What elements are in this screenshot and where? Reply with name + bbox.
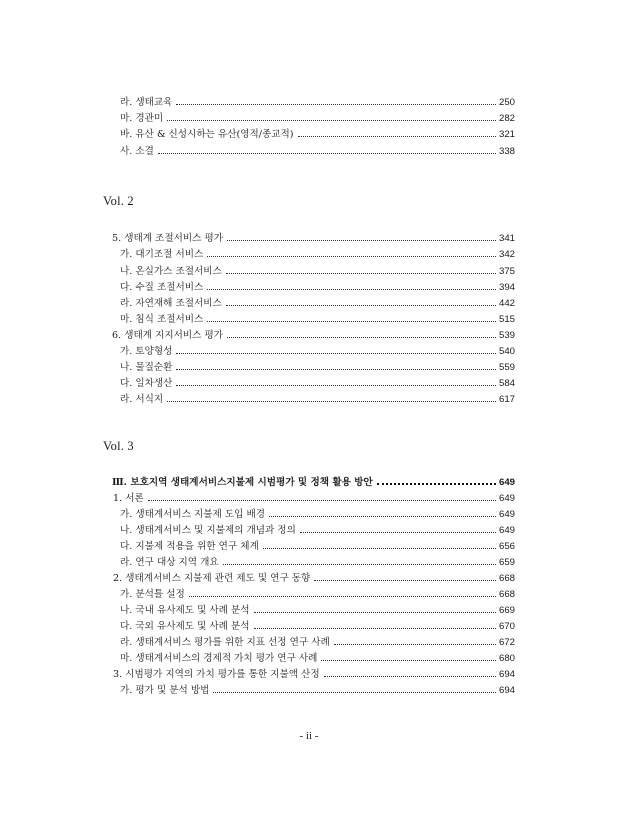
toc-entry-page: 515 [498, 314, 515, 325]
toc-entry[interactable] [120, 112, 515, 126]
toc-entry-label: 나. 생태계서비스 및 지불제의 개념과 정의 [120, 525, 296, 536]
dot-leader [189, 596, 496, 597]
toc-entry-label: 6. 생태계 지지서비스 평가 [112, 330, 223, 341]
toc-entry-page: 669 [498, 605, 515, 616]
toc-entry-label: Ⅲ. 보호지역 생태계서비스지불제 시범평가 및 정책 활용 방안 [112, 477, 373, 488]
toc-entry-page: 659 [498, 557, 515, 568]
vol2-heading: Vol. 2 [103, 194, 134, 208]
toc-entry[interactable] [120, 588, 515, 602]
toc-entry-page: 656 [498, 541, 515, 552]
toc-entry-page: 680 [498, 653, 515, 664]
dot-leader [227, 337, 496, 338]
toc-entry[interactable] [112, 232, 515, 246]
toc-entry[interactable] [112, 329, 515, 343]
dot-leader [269, 516, 496, 517]
toc-entry-page: 321 [498, 129, 515, 140]
toc-entry-page: 694 [498, 669, 515, 680]
dot-leader [176, 353, 496, 354]
toc-entry-label: 다. 수질 조절서비스 [120, 282, 204, 293]
toc-entry-label: 마. 경관미 [120, 113, 164, 124]
dot-leader [176, 369, 496, 370]
dot-leader [314, 580, 496, 581]
toc-entry-page: 649 [498, 525, 515, 536]
dot-leader [334, 644, 496, 645]
toc-entry-label: 나. 온실가스 조절서비스 [120, 266, 222, 277]
toc-entry[interactable] [120, 684, 515, 698]
toc-entry[interactable] [120, 128, 515, 142]
toc-entry-label: 3. 시범평가 지역의 가치 평가를 통한 지불액 산정 [113, 669, 320, 680]
toc-entry-label: 마. 침식 조절서비스 [120, 314, 204, 325]
toc-entry-label: 라. 자연재해 조절서비스 [120, 298, 222, 309]
vol3-heading: Vol. 3 [103, 439, 134, 453]
dot-leader [227, 240, 496, 241]
toc-entry-page: 670 [498, 621, 515, 632]
toc-entry[interactable] [120, 393, 515, 407]
toc-entry[interactable] [120, 540, 515, 554]
dot-leader [176, 385, 496, 386]
toc-entry-page: 668 [498, 589, 515, 600]
toc-entry-label: 라. 생태계서비스 평가를 위한 지표 선정 연구 사례 [120, 637, 330, 648]
dot-leader [377, 483, 496, 485]
toc-entry-page: 539 [498, 330, 515, 341]
dot-leader [176, 104, 496, 105]
toc-entry-page: 584 [498, 378, 515, 389]
toc-entry[interactable] [113, 668, 515, 682]
toc-entry-page: 342 [498, 249, 515, 260]
toc-entry-label: 1. 서론 [113, 493, 144, 504]
dot-leader [300, 532, 496, 533]
toc-entry-page: 649 [498, 477, 515, 488]
toc-entry-label: 사. 소결 [120, 146, 154, 157]
dot-leader [148, 500, 496, 501]
page-number-footer: - ii - [299, 730, 319, 742]
toc-entry[interactable] [120, 281, 515, 295]
toc-entry-label: 라. 서식지 [120, 394, 164, 405]
toc-entry-page: 282 [498, 113, 515, 124]
toc-entry[interactable] [113, 572, 515, 586]
toc-entry[interactable] [120, 620, 515, 634]
dot-leader [254, 612, 496, 613]
toc-entry-label: 가. 토양형성 [120, 346, 173, 357]
dot-leader [167, 401, 496, 402]
toc-entry-label: 나. 국내 유사제도 및 사례 분석 [120, 605, 250, 616]
toc-entry-page: 668 [498, 573, 515, 584]
dot-leader [226, 305, 496, 306]
toc-entry-page: 341 [498, 233, 515, 244]
toc-entry-label: 가. 대기조절 서비스 [120, 249, 204, 260]
toc-entry[interactable] [120, 652, 515, 666]
toc-entry-page: 394 [498, 282, 515, 293]
toc-entry[interactable] [120, 345, 515, 359]
dot-leader [158, 153, 496, 154]
toc-entry-page: 649 [498, 493, 515, 504]
dot-leader [226, 273, 496, 274]
dot-leader [223, 564, 496, 565]
toc-entry-page: 617 [498, 394, 515, 405]
toc-entry[interactable] [120, 556, 515, 570]
dot-leader [321, 660, 496, 661]
dot-leader [298, 136, 496, 137]
toc-entry-label: 나. 물질순환 [120, 362, 173, 373]
toc-entry-label: 가. 평가 및 분석 방법 [120, 685, 210, 696]
dot-leader [254, 628, 496, 629]
toc-entry-page: 559 [498, 362, 515, 373]
toc-entry[interactable] [120, 297, 515, 311]
toc-entry[interactable] [120, 524, 515, 538]
toc-entry[interactable] [120, 248, 515, 262]
toc-entry[interactable] [120, 145, 515, 159]
toc-entry[interactable] [120, 508, 515, 522]
toc-entry-label: 라. 생태교육 [120, 97, 173, 108]
toc-entry[interactable] [120, 265, 515, 279]
toc-chapter-entry[interactable] [112, 476, 515, 490]
toc-entry-label: 다. 국외 유사제도 및 사례 분석 [120, 621, 250, 632]
toc-entry-label: 가. 생태계서비스 지불제 도입 배경 [120, 509, 265, 520]
toc-entry-page: 250 [498, 97, 515, 108]
toc-entry-label: 가. 분석틀 설정 [120, 589, 185, 600]
toc-entry[interactable] [120, 377, 515, 391]
toc-entry-page: 540 [498, 346, 515, 357]
toc-entry-page: 649 [498, 509, 515, 520]
dot-leader [324, 676, 496, 677]
dot-leader [207, 256, 496, 257]
toc-entry-page: 672 [498, 637, 515, 648]
toc-entry[interactable] [120, 361, 515, 375]
toc-entry-label: 다. 지불제 적용을 위한 연구 체계 [120, 541, 259, 552]
toc-entry[interactable] [120, 96, 515, 110]
dot-leader [207, 321, 496, 322]
toc-entry[interactable] [113, 492, 515, 506]
toc-entry-page: 375 [498, 266, 515, 277]
toc-entry-label: 다. 일차생산 [120, 378, 173, 389]
toc-entry[interactable] [120, 604, 515, 618]
toc-entry-page: 442 [498, 298, 515, 309]
toc-entry[interactable] [120, 313, 515, 327]
dot-leader [213, 692, 496, 693]
dot-leader [167, 120, 496, 121]
toc-entry-page: 338 [498, 146, 515, 157]
toc-entry-label: 마. 생태계서비스의 경제적 가치 평가 연구 사례 [120, 653, 318, 664]
dot-leader [207, 289, 496, 290]
toc-entry-label: 라. 연구 대상 지역 개요 [120, 557, 219, 568]
toc-entry-page: 694 [498, 685, 515, 696]
dot-leader [263, 548, 496, 549]
toc-entry-label: 바. 유산 & 신성시하는 유산(영적/종교적) [120, 129, 294, 140]
toc-entry-label: 5. 생태계 조절서비스 평가 [112, 233, 223, 244]
toc-entry[interactable] [120, 636, 515, 650]
toc-entry-label: 2. 생태계서비스 지불제 관련 제도 및 연구 동향 [113, 573, 311, 584]
